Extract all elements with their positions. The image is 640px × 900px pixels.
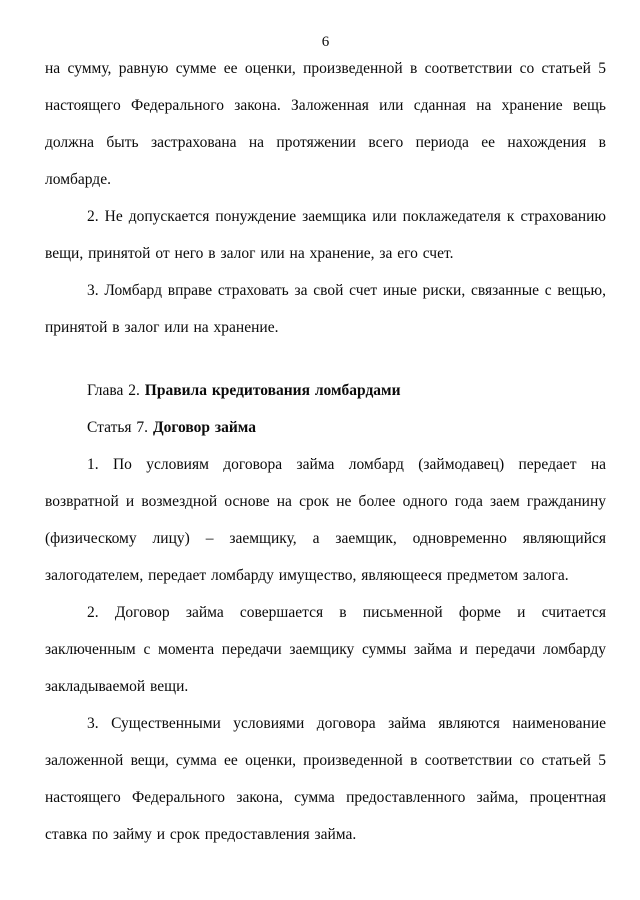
- article-heading-prefix: Статья 7.: [87, 419, 153, 436]
- page-number: 6: [321, 34, 330, 50]
- article-heading: [45, 409, 606, 446]
- body-paragraph-continuation: на сумму, равную сумме ее оценки, произведенной в соответствии со статьей 5 настоящего Федерального закона. Заложенная или сданная на хранение вещь должна быть застрахована на протяжении всего периода ее нахождения в ломбарде.: [45, 60, 606, 188]
- body-paragraph-article7-clause-3: 3. Существенными условиями договора займа являются наименование заложенной вещи, сумма ее оценки, произведенной в соответствии со статьей 5 настоящего Федерального закона, сумма предоставленного займа, процентная ставка по займу и срок предоставления займа.: [45, 715, 606, 843]
- body-paragraph-article7-clause-2: 2. Договор займа совершается в письменной форме и считается заключенным с момента передачи заемщику суммы займа и передачи ломбарду закладываемой вещи.: [45, 604, 606, 695]
- body-paragraph-clause-2: 2. Не допускается понуждение заемщика или поклажедателя к страхованию вещи, принятой от него в залог или на хранение, за его счет.: [45, 208, 606, 262]
- chapter-heading: [45, 372, 606, 409]
- body-paragraph-clause-3: 3. Ломбард вправе страховать за свой счет иные риски, связанные с вещью, принятой в залог или на хранение.: [45, 282, 606, 336]
- body-paragraph-article7-clause-1: 1. По условиям договора займа ломбард (займодавец) передает на возвратной и возмездной основе на срок не более одного года заем гражданину (физическому лицу) – заемщику, а заемщик, одновременно являющийся залогодателем, передает ломбарду имущество, являющееся предметом залога.: [45, 456, 606, 584]
- chapter-heading-title: Правила кредитования ломбардами: [144, 382, 401, 399]
- chapter-heading-prefix: Глава 2.: [87, 382, 145, 399]
- article-heading-title: Договор займа: [152, 419, 256, 436]
